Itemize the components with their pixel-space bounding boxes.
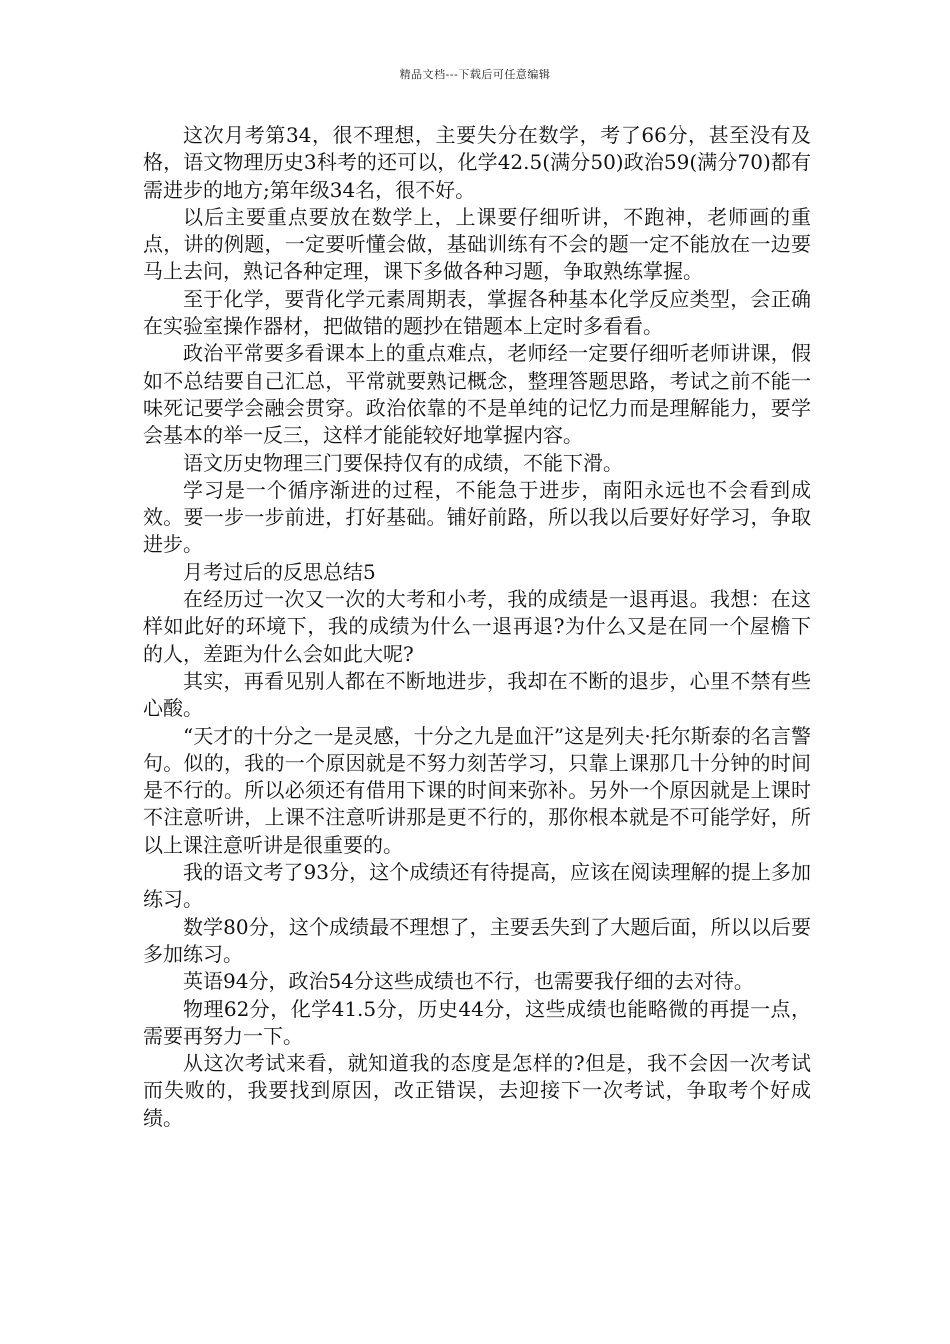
paragraph: 英语94分，政治54分这些成绩也不行，也需要我仔细的去对待。 (183, 969, 754, 994)
paragraph: 我的语文考了93分，这个成绩还有待提高，应该在阅读理解的提上多加练习。 (143, 860, 811, 912)
paragraph: 语文历史物理三门要保持仅有的成绩，不能下滑。 (183, 450, 623, 475)
paragraph: 从这次考试来看，就知道我的态度是怎样的?但是，我不会因一次考试而失败的，我要找到原因，改正错误，去迎接下一次考试，争取考个好成绩。 (143, 1051, 811, 1130)
paragraph: 数学80分，这个成绩最不理想了，主要丢失到了大题后面，所以以后要多加练习。 (143, 914, 811, 966)
paragraph: 这次月考第34，很不理想，主要失分在数学，考了66分，甚至没有及格，语文物理历史3科考的还可以，化学42.5(满分50)政治59(满分70)都有需进步的地方;第年级34名，很不好。 (143, 123, 811, 202)
paragraph: 其实，再看见别人都在不断地进步，我却在不断的退步，心里不禁有些心酸。 (143, 668, 811, 721)
paragraph: 政治平常要多看课本上的重点难点，老师经一定要仔细听老师讲课，假如不总结要自己汇总，平常就要熟记概念，整理答题思路，考试之前不能一味死记要学会融会贯穿。政治依靠的不是单纯的记忆力而是理解能力，要学会基本的举一反三，这样才能能较好地掌握内容。 (143, 341, 811, 448)
paragraph: 至于化学，要背化学元素周期表，掌握各种基本化学反应类型，会正确在实验室操作器材，把做错的题抄在错题本上定时多看看。 (143, 286, 811, 339)
document-body (143, 122, 811, 1132)
paragraph: 在经历过一次又一次的大考和小考，我的成绩是一退再退。我想：在这样如此好的环境下，我的成绩为什么一退再退?为什么又是在同一个屋檐下的人，差距为什么会如此大呢? (143, 587, 811, 666)
paragraph: “天才的十分之一是灵感，十分之九是血汗”这是列夫·托尔斯泰的名言警句。似的，我的一个原因就是不努力刻苦学习，只靠上课那几十分钟的时间是不行的。所以必须还有借用下课的时间来弥补。另外一个原因就是上课时不注意听讲，上课不注意听讲那是更不行的，那你根本就是不可能学好，所以上课注意听讲是很重要的。 (143, 723, 811, 857)
page-header: 精品文档---下载后可任意编辑 (399, 68, 551, 81)
section-heading: 月考过后的反思总结5 (183, 559, 376, 584)
paragraph: 以后主要重点要放在数学上，上课要仔细听讲，不跑神，老师画的重点，讲的例题，一定要听懂会做，基础训练有不会的题一定不能放在一边要马上去问，熟记各种定理，课下多做各种习题，争取熟练掌握。 (143, 204, 811, 284)
paragraph: 物理62分，化学41.5分，历史44分，这些成绩也能略微的再提一点，需要再努力一下。 (143, 996, 811, 1048)
paragraph: 学习是一个循序渐进的过程，不能急于进步，南阳永远也不会看到成效。要一步一步前进，打好基础。铺好前路，所以我以后要好好学习，争取进步。 (143, 477, 811, 557)
